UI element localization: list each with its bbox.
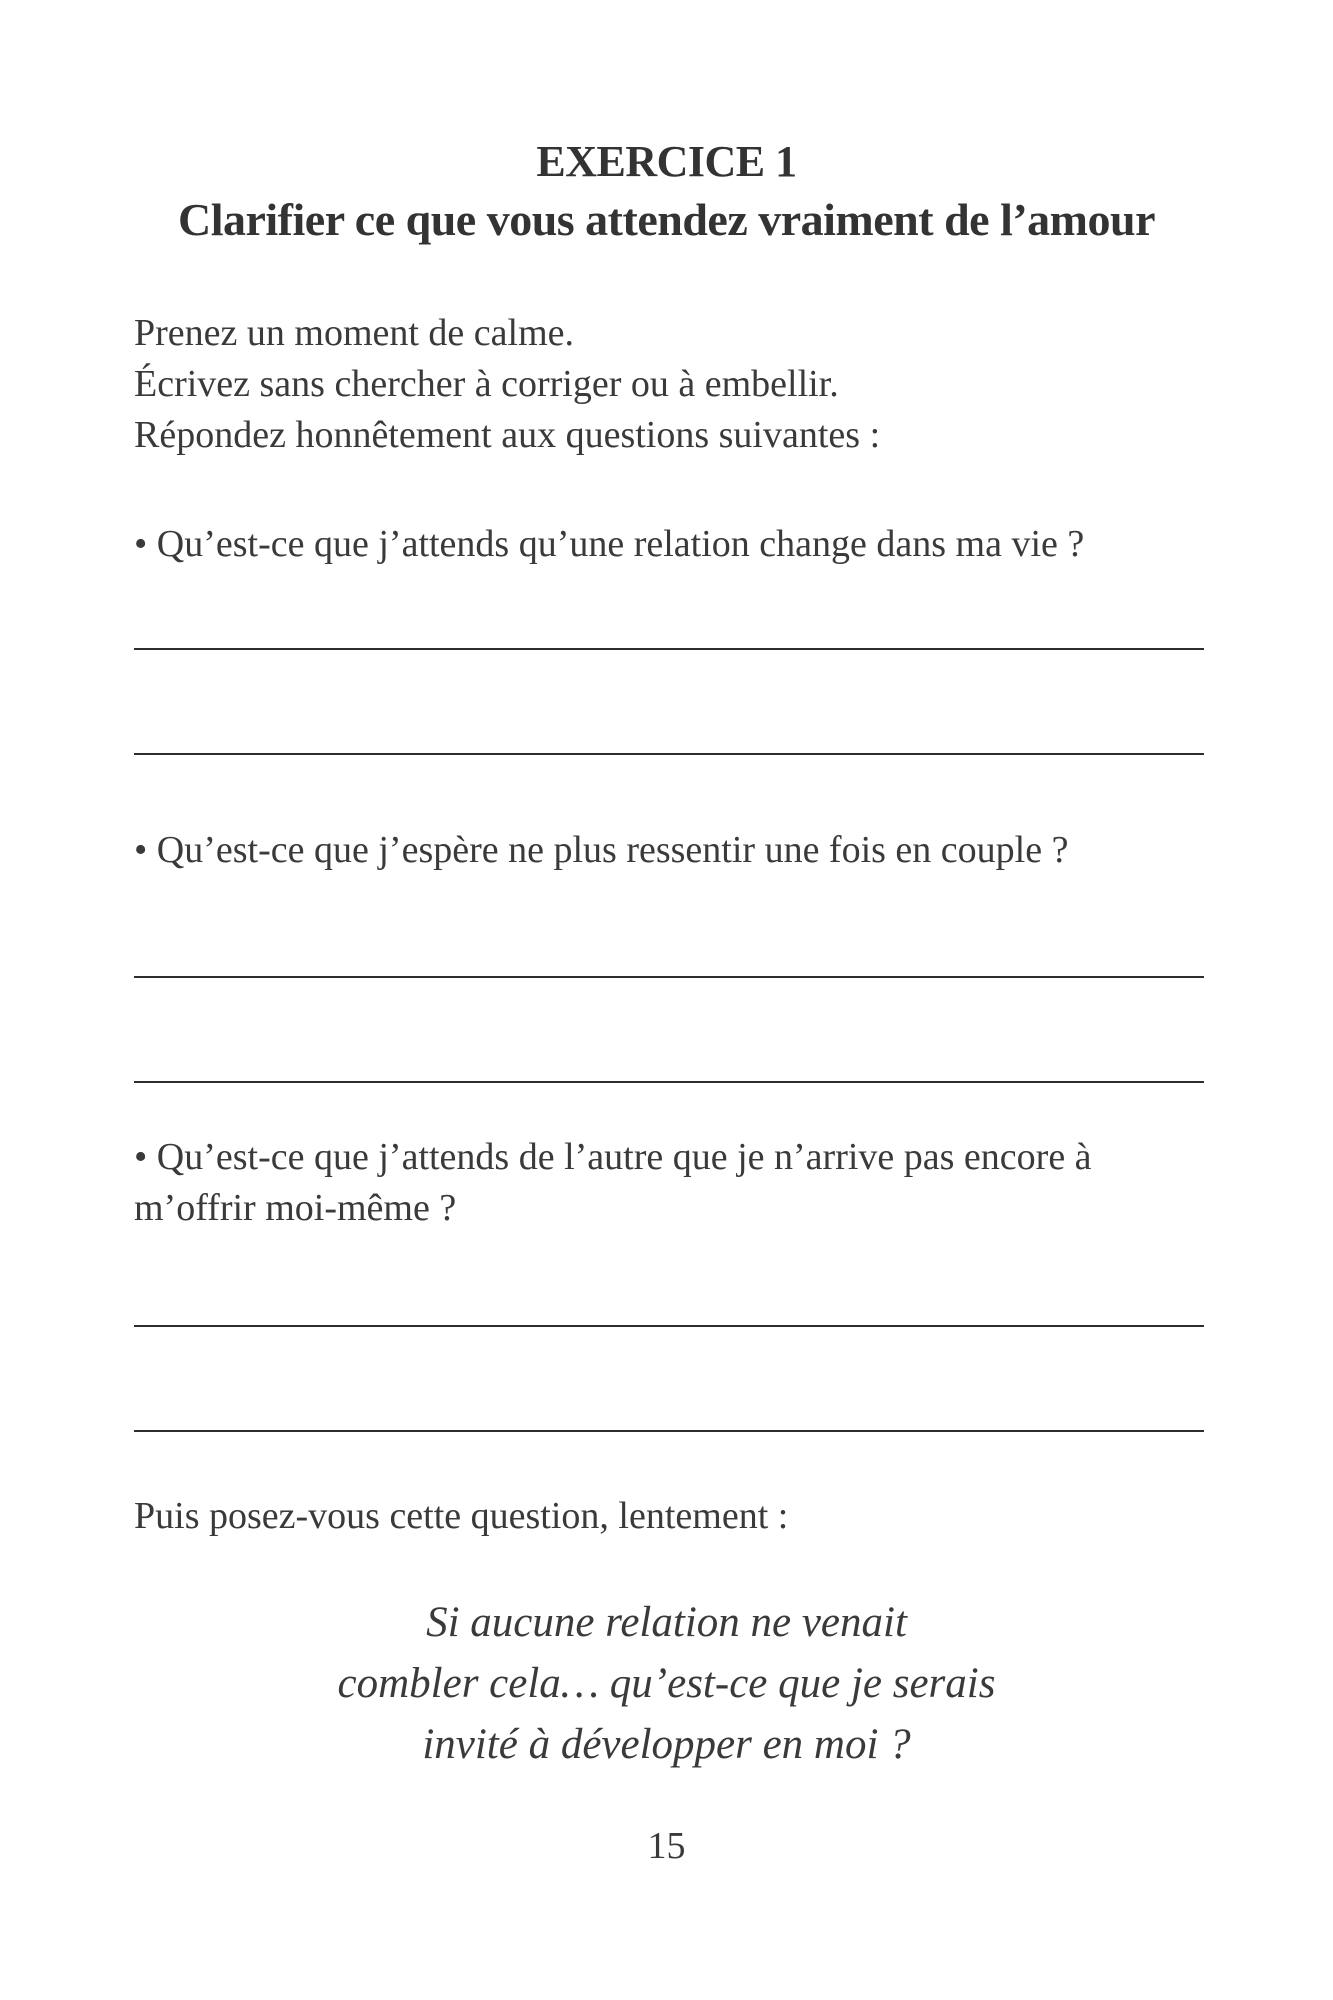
exercise-label: EXERCICE 1 — [536, 137, 797, 186]
page-number: 15 — [647, 1825, 686, 1867]
intro-line: Prenez un moment de calme. — [134, 312, 575, 354]
quote-line: invité à développer en moi ? — [422, 1721, 911, 1768]
answer-line[interactable] — [134, 1430, 1204, 1432]
quote-line: Si aucune relation ne venait — [426, 1599, 907, 1646]
question-text: m’offrir moi-même ? — [134, 1187, 457, 1229]
closing-prompt: Puis posez-vous cette question, lentement : — [134, 1495, 789, 1537]
answer-line[interactable] — [134, 1325, 1204, 1327]
answer-line[interactable] — [134, 753, 1204, 755]
exercise-title: Clarifier ce que vous attendez vraiment de l’amour — [177, 194, 1155, 245]
intro-line: Répondez honnêtement aux questions suivantes : — [134, 414, 881, 456]
question-text: • Qu’est-ce que j’espère ne plus ressentir une fois en couple ? — [134, 829, 1069, 871]
intro-line: Écrivez sans chercher à corriger ou à embellir. — [134, 363, 839, 405]
answer-line[interactable] — [134, 648, 1204, 650]
question-text: • Qu’est-ce que j’attends qu’une relation change dans ma vie ? — [134, 523, 1085, 565]
reflection-quote — [0, 1592, 1333, 1775]
answer-line[interactable] — [134, 1081, 1204, 1083]
answer-line[interactable] — [134, 976, 1204, 978]
quote-line: combler cela… qu’est-ce que je serais — [337, 1660, 996, 1707]
question-text: • Qu’est-ce que j’attends de l’autre que je n’arrive pas encore à — [134, 1136, 1092, 1178]
